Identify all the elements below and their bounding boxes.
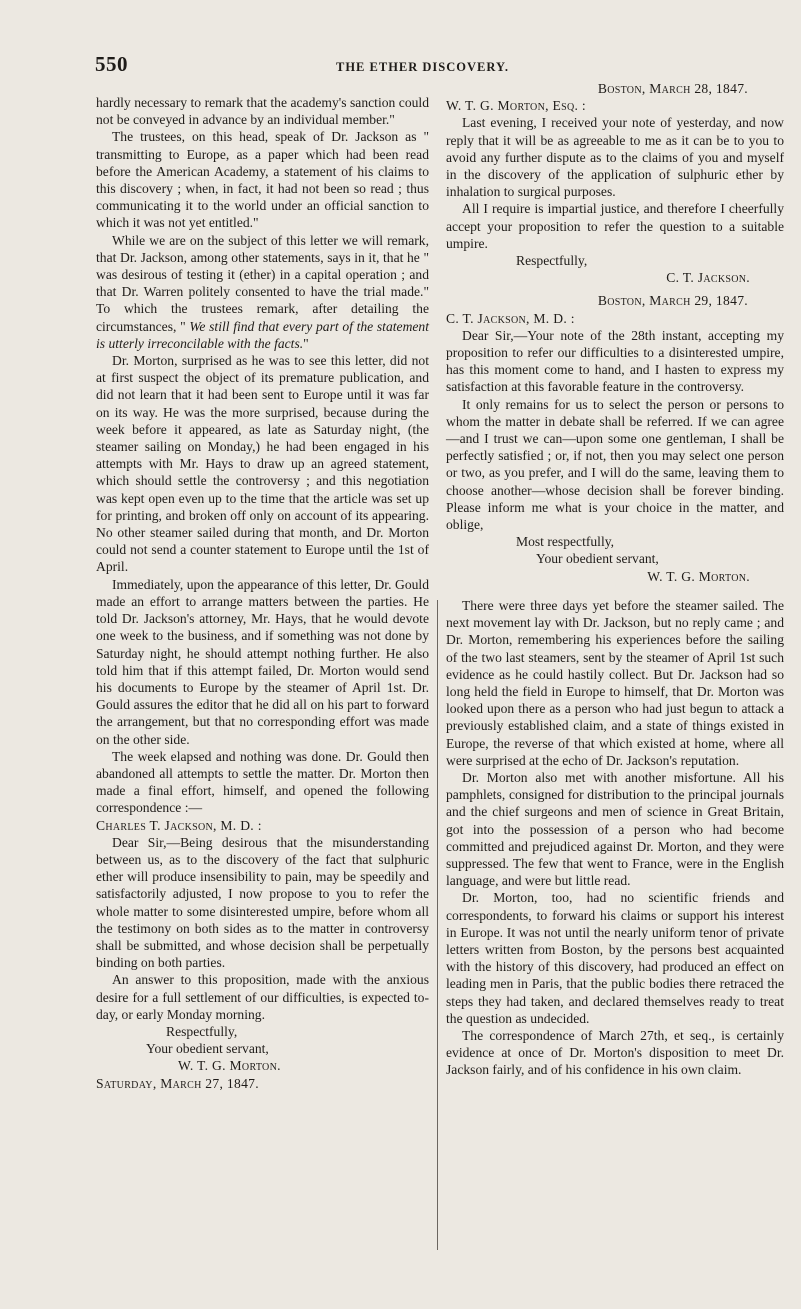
- letter-signature: W. T. G. Morton.: [647, 568, 750, 584]
- paragraph: Dr. Morton also met with another misfortune. All his pamphlets, consigned for distribution to the principal journals and the chief surgeons and men of science in Great Britain, got into the possession of a person who had become committed and prejudiced against Dr. Morton, and they were suppressed. The few that went to France, were in the English language, and were but little read.: [446, 769, 784, 889]
- letter-body: Dear Sir,—Your note of the 28th instant, accepting my proposition to refer our difficulties to a disinterested umpire, has this moment come to hand, and I hasten to express my satisfaction at this favorable feature in the controversy.: [446, 327, 784, 395]
- letter-closing: Respectfully,: [166, 1023, 238, 1039]
- letter-closing: Most respectfully,: [516, 534, 615, 550]
- column-divider: [437, 600, 438, 1250]
- right-column: [446, 80, 784, 1079]
- letter-dateline: Boston, March 29, 1847.: [597, 293, 748, 309]
- paragraph: There were three days yet before the steamer sailed. The next movement lay with Dr. Jackson, but no reply came ; and Dr. Morton, remembering his experiences before the sailing of the two last steamers, sent by the steamer of April 1st such evidence as he could hastily collect. But Dr. Jackson had so long held the field in Europe to himself, that Dr. Morton was looked upon there as a person who had just begun to attack a previously established claim, and a state of things existed in Europe, the reverse of that which existed at home, where all were surprised at the echo of Dr. Jackson's reputation.: [446, 597, 784, 768]
- paragraph: [96, 232, 429, 352]
- letter-body: It only remains for us to select the person or persons to whom the matter in debate shall be referred. If we can agree—and I trust we can—upon some one gentleman, I shall be perfectly satisfied ; or, if not, then you may select one person or two, as you prefer, and I will do the same, leaving them to choose another—whose decision shall be forever binding. Please inform me what is your choice in the matter, and oblige,: [446, 396, 784, 533]
- paragraph: Dr. Morton, surprised as he was to see this letter, did not at first suspect the object of its premature publication, and did not learn that it had been sent to Europe until it was far on its way. He was the more surprised, because during the week before it appeared, as late as Saturday night, (the steamer sailing on Monday,) he had been engaged in his attempts with Mr. Hays to draw up an agreed statement, which should settle the controversy ; and this negotiation was kept open even up to the time that the article was set up for printing, and broken off only on account of its appearing. No other steamer sailed during that month, and Dr. Morton could not send a counter statement to Europe until the 1st of April.: [96, 353, 429, 575]
- letter-body: Last evening, I received your note of yesterday, and now reply that it will be as agreeable to me as it can be to you to avoid any further dispute as to the claims of you and myself in the discovery of the application of sulphuric ether by inhalation to surgical purposes.: [446, 115, 784, 200]
- paragraph: The trustees, on this head, speak of Dr. Jackson as " transmitting to Europe, as a paper which had been read before the American Academy, a statement of his claims to this discovery ; when, in fact, it had not been so read ; thus communicating it to the world under an official sanction to which it was not yet entitled.": [96, 129, 429, 231]
- letter-address: C. T. Jackson, M. D. :: [446, 310, 575, 326]
- letter-dateline: Boston, March 28, 1847.: [597, 81, 748, 96]
- page-number: 550: [95, 52, 128, 76]
- page-header: [0, 44, 801, 84]
- letter-closing: Respectfully,: [516, 253, 588, 269]
- letter-address: Charles T. Jackson, M. D. :: [96, 817, 262, 833]
- letter-address: W. T. G. Morton, Esq. :: [446, 98, 586, 114]
- paragraph: Immediately, upon the appearance of this letter, Dr. Gould made an effort to arrange matters between the parties. He told Dr. Jackson's attorney, Mr. Hays, that he would devote one week to the business, and if something was not done by Saturday night, he should attempt nothing further. He also told him that if this attempt failed, Dr. Morton would send his documents to Europe by the steamer of April 1st. Dr. Gould assures the editor that he did all on his part to forward the arrangement, but that no corresponding effort was made on the other side.: [96, 576, 429, 747]
- paragraph-text: ": [303, 335, 309, 351]
- paragraph-text: While we are on the subject of this letter we will remark, that Dr. Jackson, among other statements, says in it, that he " was desirous of testing it (ether) in a capital operation ; and that Dr. Warren politely consented to have the trial made." To which the trustees remark, after detailing the circumstances, ": [96, 232, 429, 334]
- paragraph: The correspondence of March 27th, et seq., is certainly evidence at once of Dr. Morton's disposition to meet Dr. Jackson fairly, and of his confidence in his own claim.: [446, 1027, 784, 1078]
- letter-body: An answer to this proposition, made with the anxious desire for a full settlement of our difficulties, is expected to-day, or early Monday morning.: [96, 972, 429, 1022]
- running-head: THE ETHER DISCOVERY.: [336, 60, 509, 74]
- letter-body: All I require is impartial justice, and therefore I cheerfully accept your proposition to refer the question to a suitable umpire.: [446, 201, 784, 251]
- letter-signature: W. T. G. Morton.: [178, 1058, 281, 1074]
- paragraph: hardly necessary to remark that the academy's sanction could not be conveyed in advance by an individual member.": [96, 95, 429, 128]
- letter-closing: Your obedient servant,: [536, 551, 659, 567]
- letter-body: Dear Sir,—Being desirous that the misunderstanding between us, as to the discovery of the fact that sulphuric ether will produce insensibility to pain, may be speedily and satisfactorily adjusted, I now propose to you to refer the whole matter to some disinterested umpire, before whom all the testimony on both sides as to the matter in controversy shall be submitted, and whose decision shall be perpetually binding on both parties.: [96, 834, 429, 971]
- left-column: [96, 94, 429, 1092]
- paragraph: Dr. Morton, too, had no scientific friends and correspondents, to forward his claims or support his interest in Europe. It was not until the nearly uniform tenor of private letters written from Boston, by the persons best acquainted with the history of this discovery, had produced an effect on leading men in Paris, that the public bodies there retraced the steps they had taken, and declared themselves ready to treat the question as undecided.: [446, 890, 784, 1026]
- letter-signature: C. T. Jackson.: [666, 270, 750, 286]
- italic-quote: We still find that every part of the statement is utterly irreconcilable with the facts.: [96, 318, 429, 351]
- paragraph: The week elapsed and nothing was done. Dr. Gould then abandoned all attempts to settle the matter. Dr. Morton then made a final effort, himself, and opened the following correspondence :—: [96, 748, 429, 816]
- letter-closing: Your obedient servant,: [146, 1041, 269, 1057]
- letter-dateline: Saturday, March 27, 1847.: [96, 1075, 259, 1091]
